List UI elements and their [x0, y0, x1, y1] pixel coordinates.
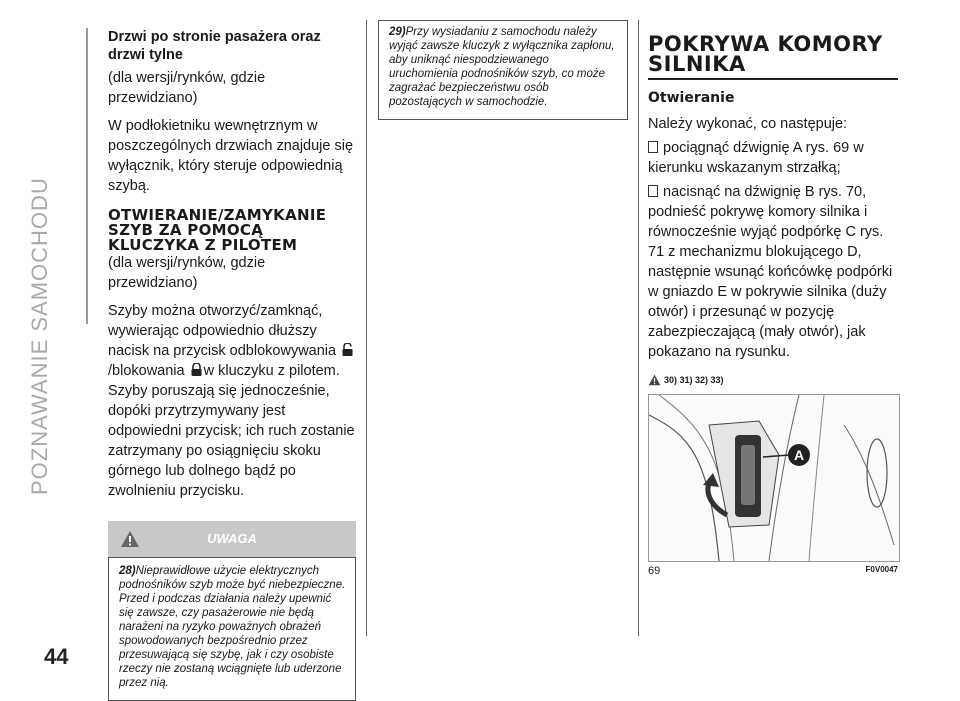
- note-text: Przy wysiadaniu z samochodu należy wyjąć zawsze kluczyk z wyłącznika zapłonu, aby uniknąć niespodziewanego uruchomienia podnośników szyb, co może zagrażać bezpieczeństwu osób pozostających w samochodzie.: [389, 26, 615, 108]
- column-divider: [366, 20, 367, 636]
- sidebar-rule: [86, 28, 88, 324]
- column-left: [108, 28, 356, 701]
- step-item: [648, 138, 898, 178]
- bullet-icon: [648, 185, 658, 197]
- title-line: POKRYWA KOMORY: [648, 32, 883, 56]
- section-heading-windows-remote: [108, 208, 356, 253]
- warning-note: [389, 25, 619, 109]
- callout-label: A: [793, 447, 805, 463]
- figure-number: 69: [648, 565, 661, 577]
- figure-illustration: [649, 395, 899, 561]
- title-rule: [648, 78, 898, 80]
- text-part: /blokowania: [108, 363, 185, 379]
- text-part: Szyby można otworzyć/zamknąć, wywierając odpowiednio dłuższy nacisk na przycisk odblokowywania: [108, 303, 337, 359]
- text-part: w kluczyku z pilotem. Szyby poruszają się jednocześnie, dopóki przytrzymywany jest odpowiedni przycisk; ich ruch zostanie zatrzymany po osiągnięciu skoku górnego lub dolnego bądź po zwolnieniu przycisku.: [108, 363, 355, 499]
- figure-caption: [648, 565, 898, 577]
- column-middle: [378, 20, 628, 120]
- section-title-hood: [648, 34, 898, 74]
- warning-note-box: [108, 557, 356, 701]
- heading-line: KLUCZYKA Z PILOTEM: [108, 236, 298, 254]
- page-number: 44: [44, 644, 69, 669]
- note-number: 29): [389, 26, 406, 38]
- paragraph: W podłokietniku wewnętrznym w poszczególnych drzwiach znajduje się wyłącznik, który steruje odpowiednią szybą.: [108, 118, 354, 194]
- subheading-passenger-doors: Drzwi po stronie pasażera oraz drzwi tylne: [108, 29, 321, 63]
- warning-note-box: [378, 20, 628, 120]
- heading-line: OTWIERANIE/ZAMYKANIE: [108, 206, 327, 224]
- note-number: 28): [119, 565, 136, 577]
- figure-hood-lever: [648, 394, 900, 562]
- subheading-opening: Otwieranie: [648, 90, 735, 106]
- version-note: (dla wersji/rynków, gdzie przewidziano): [108, 255, 266, 291]
- warning-label: UWAGA: [207, 531, 257, 546]
- warning-icon: [648, 374, 661, 386]
- note-text: Nieprawidłowe użycie elektrycznych podnośników szyb może być niebezpieczne. Przed i podczas działania należy upewnić się zawsze, czy pasażerowie nie będą narażeni na ryzyko poważnych obrażeń spowodowanych bezpośrednio przez przesuwającą się szybę, jak i czy osobiste rzeczy nie zostaną wciągnięte lub uderzone przez nią.: [119, 565, 346, 689]
- step-text: nacisnąć na dźwignię B rys. 70, podnieść pokrywę komory silnika i równocześnie wyjąć podpórkę C rys. 71 z mechanizmu blokującego D, następnie wsunąć końcówkę podpórki w gniazdo E w pokrywie silnika (duży otwór) i przesunąć w pozycję zabezpieczającą (mały otwór), jak pokazano na rysunku.: [648, 184, 893, 360]
- sidebar-section-title: POZNAWANIE SAMOCHODU: [27, 177, 52, 495]
- refs-text: 30) 31) 32) 33): [664, 375, 724, 385]
- figure-code: F0V0047: [865, 565, 898, 574]
- title-line: SILNIKA: [648, 52, 746, 76]
- lock-icon: [191, 362, 202, 375]
- heading-line: SZYB ZA POMOCĄ: [108, 221, 264, 239]
- column-divider: [638, 20, 639, 636]
- unlock-icon: [342, 342, 353, 355]
- paragraph-remote: [108, 301, 356, 501]
- warning-bar: [108, 521, 356, 557]
- bullet-icon: [648, 141, 658, 153]
- column-right: [648, 34, 898, 577]
- step-item: [648, 182, 898, 362]
- step-text: pociągnąć dźwignię A rys. 69 w kierunku wskazanym strzałką;: [648, 140, 864, 176]
- intro-text: Należy wykonać, co następuje:: [648, 116, 848, 132]
- note-references: [648, 374, 898, 386]
- warning-note: [119, 564, 347, 690]
- version-note: (dla wersji/rynków, gdzie przewidziano): [108, 70, 266, 106]
